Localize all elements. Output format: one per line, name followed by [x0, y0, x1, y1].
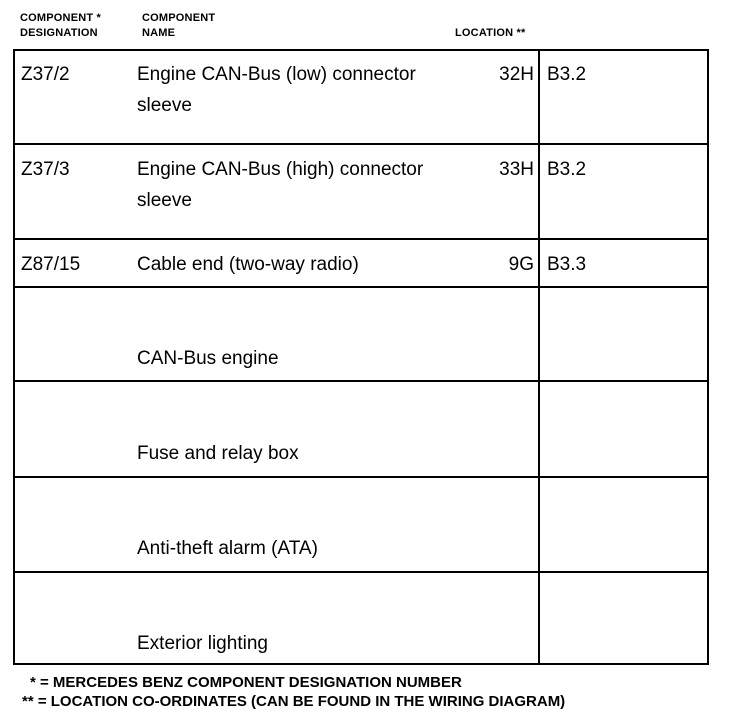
wiring-reference: 32H: [499, 64, 534, 85]
component-name-line1: Engine CAN-Bus (high) connector: [137, 159, 424, 180]
row-divider: [13, 380, 709, 382]
location-coordinate: B3.2: [547, 159, 587, 180]
location-coordinate: B3.2: [547, 64, 587, 85]
component-name-line1: Engine CAN-Bus (low) connector: [137, 64, 416, 85]
group-label-fuse-relay-box: Fuse and relay box: [137, 443, 299, 464]
wiring-reference: 9G: [508, 254, 534, 275]
component-code: Z37/3: [21, 159, 70, 180]
header-designation-line1: COMPONENT *: [20, 12, 102, 24]
group-label-exterior-lighting: Exterior lighting: [137, 633, 268, 654]
component-name-line2: sleeve: [137, 95, 192, 116]
location-coordinate: B3.3: [547, 254, 587, 275]
header-designation: [20, 11, 101, 41]
group-label-anti-theft-alarm: Anti-theft alarm (ATA): [137, 538, 318, 559]
component-name-line2: sleeve: [137, 190, 192, 211]
footnote-designation: * = MERCEDES BENZ COMPONENT DESIGNATION NUMBER: [30, 674, 462, 691]
component-code: Z87/15: [21, 254, 81, 275]
header-name-line2: NAME: [142, 27, 176, 39]
row-divider: [13, 476, 709, 478]
row-divider: [13, 286, 709, 288]
row-divider: [13, 238, 709, 240]
component-code: Z37/2: [21, 64, 70, 85]
group-label-can-bus-engine: CAN-Bus engine: [137, 348, 279, 369]
row-divider: [13, 571, 709, 573]
header-name-line1: COMPONENT: [142, 12, 216, 24]
header-location: LOCATION **: [455, 27, 526, 39]
header-name: [142, 11, 215, 41]
row-divider: [13, 143, 709, 145]
footnote-location: ** = LOCATION CO-ORDINATES (CAN BE FOUND IN THE WIRING DIAGRAM): [22, 693, 566, 710]
wiring-reference: 33H: [499, 159, 534, 180]
header-designation-line2: DESIGNATION: [20, 27, 98, 39]
component-name-line1: Cable end (two-way radio): [137, 254, 359, 275]
